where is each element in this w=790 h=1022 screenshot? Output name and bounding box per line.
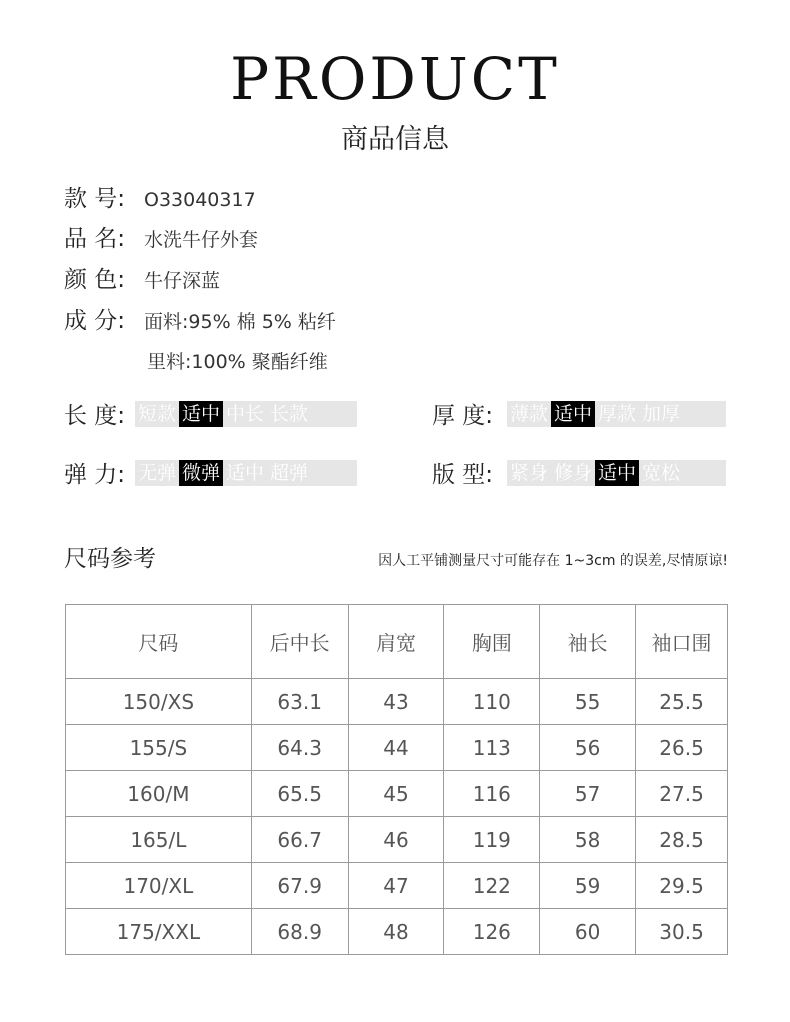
- scale-option: 长款: [270, 403, 309, 425]
- scale-option: 适中: [226, 462, 265, 484]
- scale-option: 宽松: [642, 462, 681, 484]
- scale-label: 厚 度:: [432, 403, 494, 429]
- table-cell: 25.5: [636, 679, 728, 725]
- info-row-color: [64, 264, 220, 296]
- column-header-shoulder: 肩宽: [348, 605, 444, 679]
- table-cell: 68.9: [251, 909, 348, 955]
- table-cell: 45: [348, 771, 444, 817]
- scale-option: 紧身: [510, 462, 549, 484]
- scale-option-selected: 适中: [179, 401, 223, 427]
- table-cell: 170/XL: [66, 863, 252, 909]
- scale-fit: [432, 455, 681, 495]
- table-row: [66, 909, 728, 955]
- table-cell: 26.5: [636, 725, 728, 771]
- table-cell: 119: [444, 817, 540, 863]
- table-cell: 110: [444, 679, 540, 725]
- scale-bar: [507, 401, 726, 427]
- lining-composition: 里料:100% 聚酯纤维: [147, 351, 328, 373]
- table-header-row: [66, 605, 728, 679]
- size-chart-note: 因人工平铺测量尺寸可能存在 1~3cm 的误差,尽情原谅!: [378, 553, 728, 569]
- info-row-composition: [64, 305, 336, 337]
- table-cell: 27.5: [636, 771, 728, 817]
- column-header-chest: 胸围: [444, 605, 540, 679]
- table-row: [66, 817, 728, 863]
- style-number: O33040317: [144, 189, 256, 211]
- table-cell: 46: [348, 817, 444, 863]
- column-header-back-length: 后中长: [251, 605, 348, 679]
- scale-option-selected: 微弹: [179, 460, 223, 486]
- table-cell: 56: [540, 725, 636, 771]
- table-cell: 126: [444, 909, 540, 955]
- scale-thickness: [432, 396, 681, 436]
- scale-option: 修身: [554, 462, 593, 484]
- table-cell: 63.1: [251, 679, 348, 725]
- table-cell: 48: [348, 909, 444, 955]
- scale-option: 厚款: [598, 403, 637, 425]
- table-cell: 43: [348, 679, 444, 725]
- column-header-sleeve: 袖长: [540, 605, 636, 679]
- scale-option: 加厚: [642, 403, 681, 425]
- scale-length: [64, 396, 309, 436]
- info-label: 成 分:: [64, 308, 126, 334]
- scale-label: 弹 力:: [64, 462, 126, 488]
- info-label: 品 名:: [64, 226, 126, 252]
- column-header-cuff: 袖口围: [636, 605, 728, 679]
- column-header-size: 尺码: [66, 605, 252, 679]
- scale-option-selected: 适中: [551, 401, 595, 427]
- table-cell: 165/L: [66, 817, 252, 863]
- table-cell: 175/XXL: [66, 909, 252, 955]
- table-row: [66, 771, 728, 817]
- fabric-composition: 面料:95% 棉 5% 粘纤: [144, 311, 336, 333]
- table-cell: 47: [348, 863, 444, 909]
- table-cell: 67.9: [251, 863, 348, 909]
- table-row: [66, 863, 728, 909]
- table-cell: 160/M: [66, 771, 252, 817]
- table-cell: 122: [444, 863, 540, 909]
- product-name: 水洗牛仔外套: [144, 229, 259, 251]
- info-row-style-no: [64, 183, 256, 215]
- scale-option: 无弹: [138, 462, 177, 484]
- table-cell: 116: [444, 771, 540, 817]
- scale-bar: [135, 401, 357, 427]
- scale-option-selected: 适中: [595, 460, 639, 486]
- info-label: 颜 色:: [64, 267, 126, 293]
- info-label: 款 号:: [64, 186, 126, 212]
- table-cell: 44: [348, 725, 444, 771]
- table-cell: 64.3: [251, 725, 348, 771]
- table-cell: 66.7: [251, 817, 348, 863]
- page-subtitle: 商品信息: [341, 124, 449, 155]
- scale-option: 短款: [138, 403, 177, 425]
- scale-elasticity: [64, 455, 309, 495]
- table-cell: 113: [444, 725, 540, 771]
- table-cell: 155/S: [66, 725, 252, 771]
- product-color: 牛仔深蓝: [144, 270, 221, 292]
- page-title: PRODUCT: [230, 45, 560, 113]
- scale-option: 薄款: [510, 403, 549, 425]
- table-row: [66, 725, 728, 771]
- scale-option: 中长: [226, 403, 265, 425]
- info-row-name: [64, 223, 258, 255]
- table-cell: 58: [540, 817, 636, 863]
- table-cell: 57: [540, 771, 636, 817]
- scale-label: 长 度:: [64, 403, 126, 429]
- scale-label: 版 型:: [432, 462, 494, 488]
- scale-option: 超弹: [270, 462, 309, 484]
- table-cell: 28.5: [636, 817, 728, 863]
- size-table: [65, 604, 728, 955]
- table-row: [66, 679, 728, 725]
- scale-bar: [135, 460, 357, 486]
- table-cell: 55: [540, 679, 636, 725]
- table-cell: 65.5: [251, 771, 348, 817]
- table-cell: 59: [540, 863, 636, 909]
- table-cell: 60: [540, 909, 636, 955]
- table-cell: 30.5: [636, 909, 728, 955]
- table-cell: 150/XS: [66, 679, 252, 725]
- scale-bar: [507, 460, 726, 486]
- table-cell: 29.5: [636, 863, 728, 909]
- size-chart-heading: 尺码参考: [64, 546, 156, 572]
